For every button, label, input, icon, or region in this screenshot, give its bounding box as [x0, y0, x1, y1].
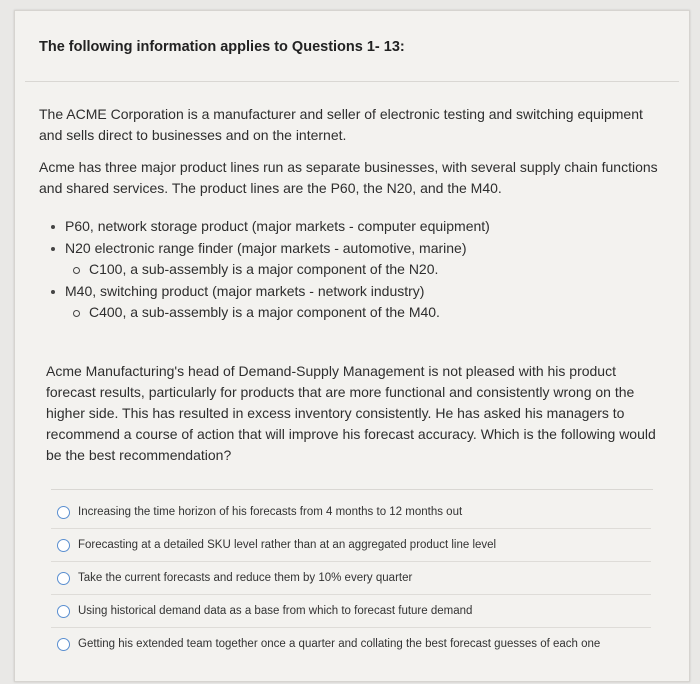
list-item-text: N20 electronic range finder (major markets - automotive, marine) — [65, 239, 467, 256]
answer-option-2[interactable] — [51, 528, 651, 561]
product-lines-list — [43, 216, 490, 324]
answer-option-1[interactable] — [51, 496, 651, 528]
list-item — [43, 281, 490, 303]
list-item — [43, 259, 490, 281]
hollow-bullet-icon — [73, 310, 80, 317]
intro-paragraph-2: Acme has three major product lines run as separate businesses, with several supply chain functions and shared services. The product lines are the P60, the N20, and the M40. — [39, 159, 658, 196]
intro-paragraph-1: The ACME Corporation is a manufacturer and seller of electronic testing and switching equipment and sells direct to businesses and on the internet. — [39, 106, 643, 143]
answer-option-3[interactable] — [51, 561, 651, 594]
radio-button-icon[interactable] — [57, 605, 70, 618]
answer-options — [51, 496, 651, 660]
bullet-icon — [51, 290, 55, 294]
list-item — [43, 302, 490, 324]
option-label: Forecasting at a detailed SKU level rather than at an aggregated product line level — [78, 539, 497, 551]
divider — [51, 489, 653, 490]
radio-button-icon[interactable] — [57, 539, 70, 552]
option-label: Take the current forecasts and reduce them by 10% every quarter — [78, 572, 413, 584]
option-label: Getting his extended team together once a quarter and collating the best forecast guesses of each one — [78, 638, 601, 650]
bullet-icon — [51, 247, 55, 251]
question-text: Acme Manufacturing's head of Demand-Supply Management is not pleased with his product forecast results, particularly for products that are more functional and consistently wrong on the higher side. This has resulted in excess inventory consistently. He has asked his managers to recommend a course of action that will improve his forecast accuracy. Which is the following would be the best recommendation? — [46, 363, 656, 463]
radio-button-icon[interactable] — [57, 572, 70, 585]
bullet-icon — [51, 225, 55, 229]
list-item — [43, 238, 490, 260]
option-label: Using historical demand data as a base from which to forecast future demand — [78, 605, 473, 617]
divider — [25, 81, 679, 82]
option-label: Increasing the time horizon of his forecasts from 4 months to 12 months out — [78, 506, 463, 518]
list-item-text: C100, a sub-assembly is a major component of the N20. — [89, 261, 439, 277]
radio-button-icon[interactable] — [57, 638, 70, 651]
radio-button-icon[interactable] — [57, 506, 70, 519]
list-item-text: P60, network storage product (major markets - computer equipment) — [65, 218, 490, 234]
section-title: The following information applies to Questions 1- 13: — [39, 39, 405, 55]
list-item-text: C400, a sub-assembly is a major component of the M40. — [89, 304, 440, 320]
list-item — [43, 216, 490, 238]
list-item-text: M40, switching product (major markets - network industry) — [65, 282, 425, 299]
hollow-bullet-icon — [73, 267, 80, 274]
answer-option-5[interactable] — [51, 627, 651, 660]
answer-option-4[interactable] — [51, 594, 651, 627]
question-card — [14, 10, 690, 682]
